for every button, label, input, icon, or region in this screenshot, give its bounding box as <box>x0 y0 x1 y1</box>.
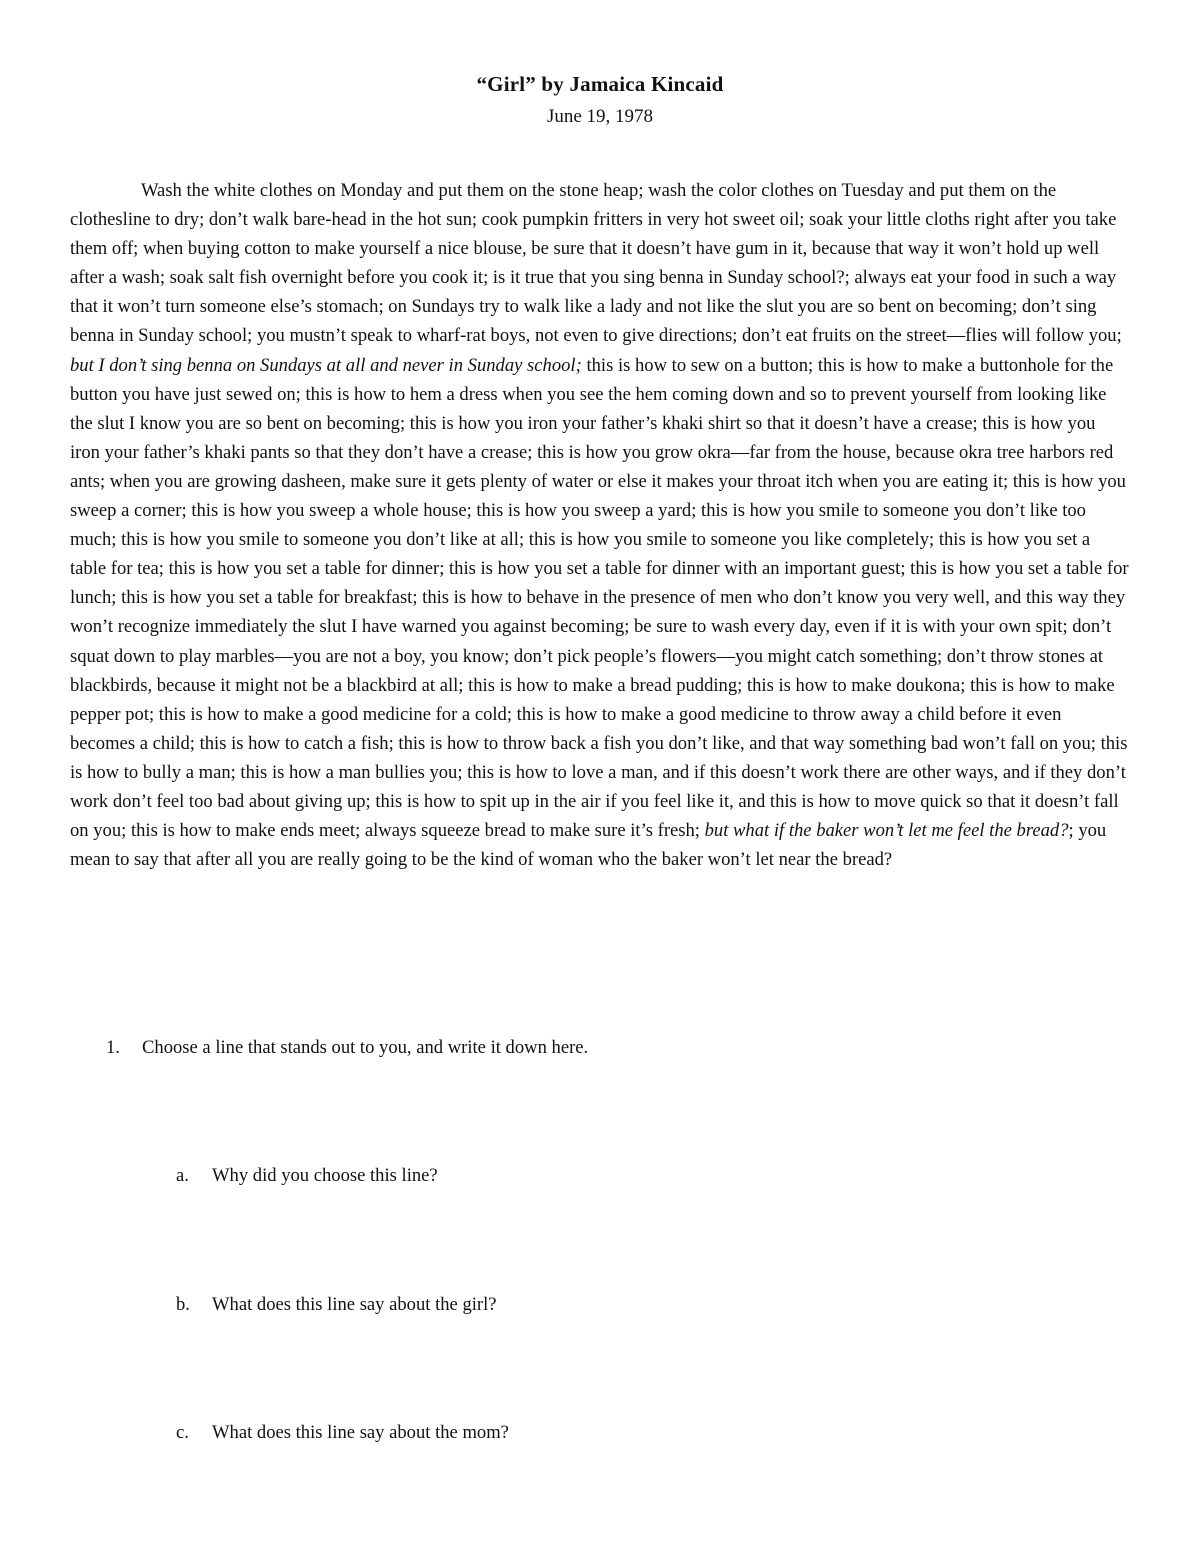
sub-question-letter: b. <box>176 1294 190 1315</box>
sub-question-text: What does this line say about the girl? <box>212 1294 497 1315</box>
question-1 <box>106 1033 588 1062</box>
story-text-part-3: ; you mean to say that after all you are really going to be the kind of woman who the baker won’t let near the bread? <box>70 820 1107 871</box>
story-text-part-2: this is how to sew on a button; this is how to make a buttonhole for the button you have just sewed on; this is how to hem a dress when you see the hem coming down and so to prevent yourself from looking like the slut I know you are so bent on becoming; this is how you iron your father’s khaki shirt so that it doesn’t have a crease; this is how you iron your father’s khaki pants so that they don’t have a crease; this is how you grow okra—far from the house, because okra tree harbors red ants; when you are growing dasheen, make sure it gets plenty of water or else it makes your throat itch when you are eating it; this is how you sweep a corner; this is how you sweep a whole house; this is how you sweep a yard; this is how you smile to someone you don’t like too much; this is how you smile to someone you don’t like at all; this is how you smile to someone you like completely; this is how you set a table for tea; this is how you set a table for dinner; this is how you set a table for dinner with an important guest; this is how you set a table for lunch; this is how you set a table for breakfast; this is how to behave in the presence of men who don’t know you very well, and this way they won’t recognize immediately the slut I have warned you against becoming; be sure to wash every day, even if it is with your own spit; don’t squat down to play marbles—you are not a boy, you know; don’t pick people’s flowers—you might catch something; don’t throw stones at blackbirds, because it might not be a blackbird at all; this is how to make a bread pudding; this is how to make doukona; this is how to make pepper pot; this is how to make a good medicine for a cold; this is how to make a good medicine to throw away a child before it even becomes a child; this is how to catch a fish; this is how to throw back a fish you don’t like, and that way something bad won’t fall on you; this is how to bully a man; this is how a man bullies you; this is how to love a man, and if this doesn’t work there are other ways, and if they don’t work don’t feel too bad about giving up; this is how to spit up in the air if you feel like it, and this is how to move quick so that it doesn’t fall on you; this is how to make ends meet; always squeeze bread to make sure it’s fresh; <box>70 354 1129 842</box>
document-date: June 19, 1978 <box>546 106 654 127</box>
sub-question-text: Why did you choose this line? <box>212 1165 438 1186</box>
story-paragraph <box>70 176 1130 874</box>
sub-question-b <box>176 1290 497 1319</box>
story-italic-line-2: but what if the baker won’t let me feel the bread? <box>704 820 1069 842</box>
sub-question-c <box>176 1418 509 1447</box>
story-italic-line-1: but I don’t sing benna on Sundays at all and never in Sunday school; <box>70 354 582 376</box>
document-title: “Girl” by Jamaica Kincaid <box>476 72 724 96</box>
sub-question-text: What does this line say about the mom? <box>212 1422 509 1443</box>
story-text-part-1: Wash the white clothes on Monday and put them on the stone heap; wash the color clothes on Tuesday and put them on the clothesline to dry; don’t walk bare-head in the hot sun; cook pumpkin fritters in very hot sweet oil; soak your little cloths right after you take them off; when buying cotton to make yourself a nice blouse, be sure that it doesn’t have gum in it, because that way it won’t hold up well after a wash; soak salt fish overnight before you cook it; is it true that you sing benna in Sunday school?; always eat your food in such a way that it won’t turn someone else’s stomach; on Sundays try to walk like a lady and not like the slut you are so bent on becoming; don’t sing benna in Sunday school; you mustn’t speak to wharf-rat boys, not even to give directions; don’t eat fruits on the street—flies will follow you; <box>70 180 1122 347</box>
sub-question-letter: a. <box>176 1165 189 1186</box>
question-number: 1. <box>106 1037 120 1058</box>
sub-question-letter: c. <box>176 1422 189 1443</box>
sub-question-a <box>176 1161 438 1190</box>
question-text: Choose a line that stands out to you, and write it down here. <box>142 1037 589 1058</box>
